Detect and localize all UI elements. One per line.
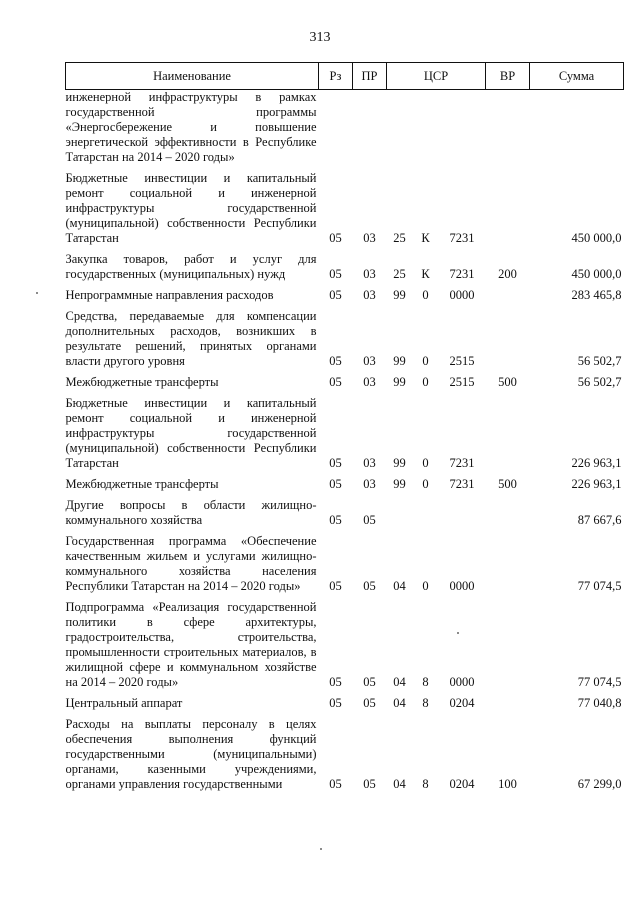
row-vr xyxy=(486,282,530,303)
row-csr-program: 04 xyxy=(393,777,406,791)
row-csr-program: 04 xyxy=(393,696,406,710)
row-rz: 05 xyxy=(329,513,342,527)
row-vr xyxy=(486,303,530,369)
row-csr-subprogram: 8 xyxy=(422,696,429,710)
row-sum: 87 667,6 xyxy=(577,513,622,527)
table-row xyxy=(66,711,624,792)
row-rz: 05 xyxy=(329,267,342,281)
row-name: Подпрограмма «Реализация государственной политики в сфере архитектуры, градостроительства, строительства, промышленности строительных материалов, в жилищной сфере и коммунальном хозяйстве на 2014 – 2020 годы» xyxy=(65,600,317,689)
row-csr-subprogram xyxy=(413,492,439,528)
table-row xyxy=(66,594,624,690)
row-csr-code: 0000 xyxy=(449,579,475,593)
row-rz: 05 xyxy=(329,579,342,593)
row-csr-program: 99 xyxy=(393,288,406,302)
row-sum: 226 963,1 xyxy=(571,477,622,491)
row-name: Бюджетные инвестиции и капитальный ремонт социальной и инженерной инфраструктуры государственной (муниципальной) собственности Республики Татарстан xyxy=(65,396,317,470)
table-row xyxy=(66,246,624,282)
row-pr: 03 xyxy=(363,288,376,302)
row-csr-program xyxy=(387,492,413,528)
row-csr-code: 7231 xyxy=(449,231,475,245)
row-csr-code xyxy=(439,90,486,166)
row-rz: 05 xyxy=(329,456,342,470)
header-rz: Рз xyxy=(319,63,353,90)
row-sum: 283 465,8 xyxy=(571,288,622,302)
row-pr: 05 xyxy=(363,513,376,527)
row-vr xyxy=(486,492,530,528)
row-sum: 56 502,7 xyxy=(577,375,622,389)
row-pr: 05 xyxy=(363,777,376,791)
row-name: Межбюджетные трансферты xyxy=(65,477,219,491)
row-vr xyxy=(486,594,530,690)
row-vr: 500 xyxy=(498,375,517,389)
table-row xyxy=(66,90,624,166)
scan-speck xyxy=(320,848,322,850)
row-name: Закупка товаров, работ и услуг для государственных (муниципальных) нужд xyxy=(65,252,317,281)
row-csr-code: 0204 xyxy=(449,696,475,710)
row-csr-subprogram: 0 xyxy=(422,375,429,389)
row-rz: 05 xyxy=(329,231,342,245)
row-csr-program: 25 xyxy=(393,267,406,281)
row-sum: 77 074,5 xyxy=(577,675,622,689)
row-name: Средства, передаваемые для компенсации дополнительных расходов, возникших в результате решений, принятых органами власти другого уровня xyxy=(65,309,317,368)
header-sum: Сумма xyxy=(530,63,624,90)
row-rz: 05 xyxy=(329,675,342,689)
row-name: Другие вопросы в области жилищно-коммунального хозяйства xyxy=(65,498,317,527)
row-name: Непрограммные направления расходов xyxy=(65,288,274,302)
row-sum: 450 000,0 xyxy=(571,231,622,245)
row-csr-subprogram: 0 xyxy=(422,456,429,470)
row-pr: 03 xyxy=(363,231,376,245)
row-csr-code: 7231 xyxy=(449,456,475,470)
row-csr-subprogram: 0 xyxy=(422,288,429,302)
row-csr-code: 7231 xyxy=(449,267,475,281)
row-csr-program: 04 xyxy=(393,579,406,593)
table-row xyxy=(66,369,624,390)
table-header xyxy=(66,63,624,90)
row-csr-code: 0000 xyxy=(449,675,475,689)
row-csr-subprogram: 8 xyxy=(422,777,429,791)
row-sum: 67 299,0 xyxy=(577,777,622,791)
header-pr: ПР xyxy=(353,63,387,90)
row-csr-program: 25 xyxy=(393,231,406,245)
row-sum xyxy=(530,90,624,166)
table-row xyxy=(66,390,624,471)
row-rz xyxy=(319,90,353,166)
row-csr-program: 99 xyxy=(393,456,406,470)
row-name: Бюджетные инвестиции и капитальный ремонт социальной и инженерной инфраструктуры государственной (муниципальной) собственности Республики Татарстан xyxy=(65,171,317,245)
row-pr: 03 xyxy=(363,477,376,491)
row-name: Центральный аппарат xyxy=(65,696,183,710)
row-pr: 03 xyxy=(363,354,376,368)
row-pr xyxy=(353,90,387,166)
table-row xyxy=(66,471,624,492)
header-vr: ВР xyxy=(486,63,530,90)
table-row xyxy=(66,303,624,369)
row-csr-code: 7231 xyxy=(449,477,475,491)
row-rz: 05 xyxy=(329,696,342,710)
budget-table xyxy=(65,62,624,792)
row-sum: 56 502,7 xyxy=(577,354,622,368)
row-vr xyxy=(486,90,530,166)
row-sum: 450 000,0 xyxy=(571,267,622,281)
row-rz: 05 xyxy=(329,477,342,491)
scan-speck xyxy=(457,632,459,634)
row-rz: 05 xyxy=(329,354,342,368)
row-vr: 500 xyxy=(498,477,517,491)
row-vr xyxy=(486,165,530,246)
row-csr-code xyxy=(439,492,486,528)
row-csr-subprogram: К xyxy=(421,267,430,281)
row-csr-subprogram: 0 xyxy=(422,579,429,593)
row-pr: 05 xyxy=(363,675,376,689)
row-pr: 03 xyxy=(363,267,376,281)
row-sum: 77 040,8 xyxy=(577,696,622,710)
row-csr-program: 99 xyxy=(393,375,406,389)
table-row xyxy=(66,165,624,246)
header-csr: ЦСР xyxy=(387,63,486,90)
table-row xyxy=(66,282,624,303)
row-name: Государственная программа «Обеспечение качественным жильем и услугами жилищно-коммунального хозяйства населения Республики Татарстан на 2014 – 2020 годы» xyxy=(65,534,317,593)
row-csr-subprogram: 0 xyxy=(422,354,429,368)
page-number: 313 xyxy=(309,30,331,45)
row-vr xyxy=(486,690,530,711)
row-csr-program: 99 xyxy=(393,477,406,491)
row-csr-program: 99 xyxy=(393,354,406,368)
row-csr-subprogram: 0 xyxy=(422,477,429,491)
row-pr: 05 xyxy=(363,579,376,593)
row-sum: 77 074,5 xyxy=(577,579,622,593)
table-row xyxy=(66,528,624,594)
row-csr-program xyxy=(387,90,413,166)
row-csr-subprogram xyxy=(413,90,439,166)
row-name: Межбюджетные трансферты xyxy=(65,375,219,389)
row-rz: 05 xyxy=(329,375,342,389)
row-name: инженерной инфраструктуры в рамках государственной программы «Энергосбережение и повышение энергетической эффективности в Республике Татарстан на 2014 – 2020 годы» xyxy=(65,90,317,164)
row-rz: 05 xyxy=(329,777,342,791)
table-row xyxy=(66,690,624,711)
header-name: Наименование xyxy=(66,63,319,90)
row-csr-subprogram: 8 xyxy=(422,675,429,689)
row-vr: 100 xyxy=(498,777,517,791)
row-pr: 03 xyxy=(363,375,376,389)
row-pr: 05 xyxy=(363,696,376,710)
row-sum: 226 963,1 xyxy=(571,456,622,470)
row-vr xyxy=(486,390,530,471)
row-csr-subprogram: К xyxy=(421,231,430,245)
row-pr: 03 xyxy=(363,456,376,470)
row-name: Расходы на выплаты персоналу в целях обеспечения выполнения функций государственными (муниципальными) органами, казенными учреждениями, органами управления государственными xyxy=(65,717,317,791)
table-row xyxy=(66,492,624,528)
row-vr xyxy=(486,528,530,594)
row-csr-code: 0204 xyxy=(449,777,475,791)
row-csr-code: 0000 xyxy=(449,288,475,302)
table-body xyxy=(66,90,624,793)
row-vr: 200 xyxy=(498,267,517,281)
row-rz: 05 xyxy=(329,288,342,302)
row-csr-code: 2515 xyxy=(449,375,475,389)
scan-speck xyxy=(36,292,38,294)
row-csr-program: 04 xyxy=(393,675,406,689)
row-csr-code: 2515 xyxy=(449,354,475,368)
